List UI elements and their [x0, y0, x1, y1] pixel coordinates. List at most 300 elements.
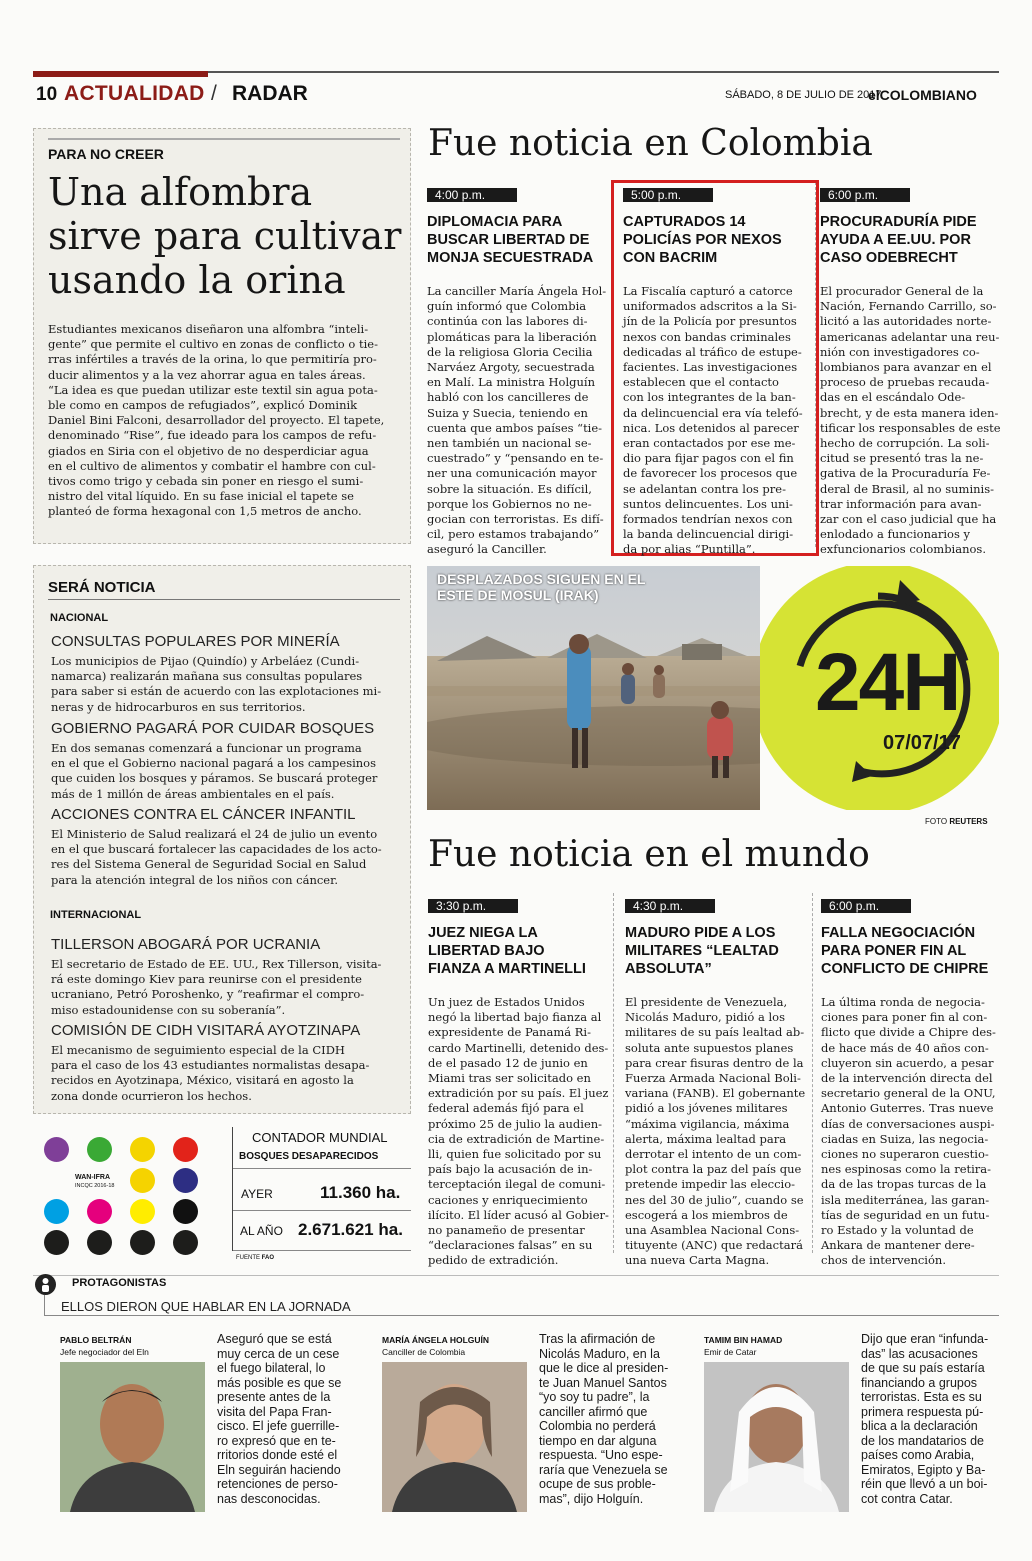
contador-rule	[233, 1250, 411, 1251]
body-line: Antonio Guterres. Tras nueve	[821, 1101, 994, 1116]
body-line: facientes. Las investigaciones	[623, 360, 798, 375]
body-line: para saber si están de acuerdo con las explotaciones mi-	[51, 684, 382, 699]
headline-line: CONFLICTO DE CHIPRE	[821, 961, 989, 977]
contador-ayer-label: AYER	[241, 1187, 273, 1201]
body-line: Estudiantes mexicanos diseñaron una alfombra “inteli-	[48, 322, 369, 336]
color-swatch	[130, 1137, 155, 1162]
newspaper-brand: elCOLOMBIANO	[868, 87, 977, 103]
body-line: trar información para avan-	[820, 496, 982, 511]
headline-line: FALLA NEGOCIACIÓN	[821, 925, 976, 941]
sera-item-title: CONSULTAS POPULARES POR MINERÍA	[51, 633, 340, 650]
para-no-creer-kicker: PARA NO CREER	[48, 146, 164, 162]
headline-line: PROCURADURÍA PIDE	[820, 214, 977, 230]
headline-line: CAPTURADOS 14	[623, 214, 746, 230]
color-swatch	[87, 1230, 112, 1255]
sera-item-title: TILLERSON ABOGARÁ POR UCRANIA	[51, 936, 321, 953]
section-separator: /	[211, 82, 217, 105]
photo-caption	[437, 571, 645, 603]
body-line: nión con investigadores co-	[820, 344, 980, 359]
body-line: da por alias “Puntilla”.	[623, 542, 756, 557]
body-line: El procurador General de la	[820, 284, 984, 298]
credit-agency: REUTERS	[949, 817, 988, 826]
mundo-section-title: Fue noticia en el mundo	[428, 834, 870, 875]
quote-line: retenciones de perso-	[217, 1477, 338, 1491]
body-line: ble como en campos de refugiados”, explicó Dominik	[48, 398, 358, 413]
headline-line: FIANZA A MARTINELLI	[428, 961, 586, 977]
body-line: escogerá a los miembros de	[625, 1207, 788, 1222]
headline-line: MADURO PIDE A LOS	[625, 925, 776, 941]
sera-noticia-title: SERÁ NOTICIA	[48, 579, 156, 596]
quote-line: respuesta. “Uno espe-	[539, 1448, 663, 1462]
headline-line: LIBERTAD BAJO	[428, 943, 545, 959]
body-line: aseguró la Canciller.	[427, 542, 547, 557]
kicker-rule	[48, 138, 400, 140]
body-line: plot contra la paz del país que	[625, 1162, 802, 1177]
sera-item-body	[51, 957, 401, 1018]
body-line: pretende impedir las eleccio-	[625, 1177, 796, 1192]
print-color-control-strip	[36, 1131, 221, 1255]
body-line: próximo 25 de julio la audien-	[428, 1116, 603, 1131]
body-line: secretario general de la ONU,	[821, 1086, 996, 1101]
contador-ano-value: 2.671.621 ha.	[298, 1220, 403, 1239]
headline-line: usando la orina	[48, 258, 346, 302]
color-swatch	[130, 1199, 155, 1224]
quote-line: países como Arabia,	[861, 1448, 975, 1462]
body-line: pedido de extradición.	[428, 1253, 559, 1268]
body-line: La última ronda de negocia-	[821, 995, 985, 1009]
body-line: la banda delincuencial dirigi-	[623, 527, 794, 542]
protagonist-role: Emir de Catar	[704, 1347, 757, 1357]
body-line: tivos como trigo y cebada sin poner en riesgo el sumi-	[48, 474, 364, 489]
quote-line: Colombia no perderá	[539, 1419, 656, 1433]
para-no-creer-headline	[48, 170, 408, 302]
quote-line: ocupe de sus proble-	[539, 1477, 656, 1491]
body-line: caciones y enriquecimiento	[428, 1192, 588, 1207]
quote-line: presente antes de la	[217, 1390, 331, 1404]
body-line: miso estadounidense con su soberanía”.	[51, 1002, 286, 1017]
body-line: pidió a los jóvenes militares	[625, 1101, 788, 1116]
time-label: 4:00 p.m.	[427, 188, 517, 202]
body-line: giados en Siria con el objetivo de no desperdiciar agua	[48, 443, 369, 458]
quote-line: blica a la declaración	[861, 1419, 978, 1433]
sera-item-body	[51, 827, 401, 888]
body-line: cil, pero estamos trabajando”	[427, 527, 600, 542]
headline-line: MONJA SECUESTRADA	[427, 250, 594, 266]
body-line: soluta ante supuestos planes	[625, 1040, 794, 1055]
body-line: rá este domingo Kiev para reunirse con el presidente	[51, 972, 362, 987]
body-line: gativa de la Procuraduría Fe-	[820, 466, 991, 481]
headline-line: CON BACRIM	[623, 250, 718, 266]
body-line: de la religiosa Gloria Cecilia	[427, 344, 593, 359]
news-headline	[820, 213, 1000, 267]
body-line: ciadas en Suiza, las negocia-	[821, 1131, 989, 1146]
protagonistas-label: PROTAGONISTAS	[72, 1277, 167, 1289]
body-line: con los integrantes de la ban-	[623, 390, 796, 405]
body-line: recidos en Ayotzinapa, México, visitará en agosto la	[51, 1073, 354, 1088]
body-line: Suiza y Suecia, teniendo en	[427, 405, 588, 420]
body-line: se adelantan contra los pre-	[623, 481, 786, 496]
body-line: cluyeron sin acuerdo, a pesar	[821, 1055, 994, 1070]
body-line: nen también un nacional se-	[427, 436, 592, 451]
protagonist-role: Jefe negociador del Eln	[60, 1347, 149, 1357]
news-body	[625, 995, 805, 1269]
quote-line: das” las acusaciones	[861, 1346, 978, 1361]
body-line: Daniel Bini Falconi, desarrollador del proyecto. El tapete,	[48, 413, 385, 428]
quote-line: el fuego bilateral, lo	[217, 1361, 326, 1375]
color-swatch	[87, 1199, 112, 1224]
body-line: ilícito. El líder acusó al Gobier-	[428, 1207, 609, 1222]
body-line: El mecanismo de seguimiento especial de la CIDH	[51, 1043, 345, 1057]
time-label: 6:00 p.m.	[821, 899, 911, 913]
protagonist-name: TAMIM BIN HAMAD	[704, 1335, 783, 1345]
body-line: proceso de pruebas recauda-	[820, 375, 990, 390]
caption-line: DESPLAZADOS SIGUEN EN EL	[437, 571, 646, 587]
body-line: en el que el Gobierno nacional pagará a los campesinos	[51, 756, 377, 771]
body-line: da de las tropas turcas de la	[821, 1177, 987, 1192]
badge-date: 07/07/17	[883, 732, 961, 754]
sera-item-body	[51, 654, 401, 715]
body-line: cuenta que ambos países “tie-	[427, 420, 603, 435]
body-line: planteó de forma hexagonal con 1,5 metros de ancho.	[48, 504, 362, 519]
body-line: para el caso de los 43 estudiantes normalistas desapa-	[51, 1058, 370, 1073]
news-headline	[625, 924, 805, 978]
contador-source	[236, 1255, 274, 1261]
protagonist-photo	[704, 1362, 849, 1512]
time-label: 5:00 p.m.	[623, 188, 713, 202]
news-headline	[623, 213, 803, 267]
color-swatch	[130, 1168, 155, 1193]
section-color-bar	[33, 71, 208, 77]
body-line: Fuerza Armada Nacional Boli-	[625, 1071, 801, 1086]
body-line: ner una comunicación mayor	[427, 466, 597, 481]
body-line: establecen que el contacto	[623, 375, 779, 390]
body-line: neras y de hidrocarburos en sus territorios.	[51, 699, 306, 714]
body-line: eran contactados por ese me-	[623, 436, 796, 451]
protagonist-name: MARÍA ÁNGELA HOLGUÍN	[382, 1335, 490, 1345]
body-line: hecho de corrupción. La soli-	[820, 436, 990, 451]
colombia-section-title: Fue noticia en Colombia	[428, 123, 873, 164]
body-line: nes del 30 de julio”, cuando se	[625, 1192, 804, 1207]
headline-line: DIPLOMACIA PARA	[427, 214, 563, 230]
news-body	[623, 284, 803, 558]
body-line: terceptación ilegal de comuni-	[428, 1177, 606, 1192]
body-line: Nación, Fernando Carrillo, so-	[820, 299, 997, 314]
protagonist-photo	[60, 1362, 205, 1512]
body-line: ucraniano, Petró Poroshenko, y “reafirmar el compro-	[51, 987, 365, 1002]
source-name: FAO	[261, 1255, 275, 1261]
body-line: Nicolás Maduro, pidió a los	[625, 1010, 786, 1025]
body-line: nistro del vital líquido. En su fase inicial el tapete se	[48, 489, 354, 504]
headline-line: BUSCAR LIBERTAD DE	[427, 232, 590, 248]
quote-line: cisco. El jefe guerrille-	[217, 1419, 340, 1433]
body-line: cardo Martinelli, detenido des-	[428, 1040, 609, 1055]
sera-item-body	[51, 1043, 401, 1104]
body-line: de la intervención directa del	[821, 1071, 993, 1086]
quote-line: muy cerca de un cese	[217, 1346, 340, 1361]
body-line: La Fiscalía capturó a catorce	[623, 284, 793, 298]
quote-line: visita del Papa Fran-	[217, 1404, 332, 1419]
body-line: nes espinosas como la retira-	[821, 1162, 992, 1177]
contador-rule	[233, 1168, 411, 1169]
news-body	[820, 284, 1000, 558]
source-prefix: FUENTE	[236, 1255, 260, 1261]
body-line: tías de seguridad en un futu-	[821, 1207, 990, 1222]
body-line: ciones para poner fin al con-	[821, 1010, 988, 1025]
body-line: gente” que permite el cultivo en zonas de conflicto o tie-	[48, 337, 378, 352]
news-body	[428, 995, 608, 1269]
body-line: lombianos para avanzar en el	[820, 360, 992, 375]
wan-ifra-logo: WAN-IFRA	[75, 1174, 110, 1181]
body-line: continúa con las labores di-	[427, 314, 588, 329]
news-body	[427, 284, 607, 558]
headline-line: MILITARES “LEALTAD	[625, 943, 779, 959]
caption-line: ESTE DE MOSUL (IRAK)	[437, 587, 599, 603]
body-line: “máxima vigilancia, máxima	[625, 1116, 790, 1131]
body-line: uniformados adscritos a la Si-	[623, 299, 797, 314]
quote-line: Nicolás Maduro, en la	[539, 1346, 660, 1361]
headline-line: CASO ODEBRECHT	[820, 250, 958, 266]
quote-line: mas”, dijo Holguín.	[539, 1491, 644, 1506]
body-line: federal además fijó para el	[428, 1101, 584, 1116]
body-line: da delincuencial era vía telefó-	[623, 405, 803, 420]
headline-line: AYUDA A EE.UU. POR	[820, 232, 971, 248]
sera-item-title: GOBIERNO PAGARÁ POR CUIDAR BOSQUES	[51, 720, 375, 737]
body-line: jín de la Policía por presuntos	[623, 314, 797, 329]
time-label: 6:00 p.m.	[820, 188, 910, 202]
body-line: Ankara de mantener dere-	[821, 1238, 975, 1253]
body-line: tituyente (ANC) que redactará	[625, 1238, 803, 1253]
body-line: Narváez Argoty, secuestrada	[427, 360, 595, 375]
sera-item-title: ACCIONES CONTRA EL CÁNCER INFANTIL	[51, 806, 356, 823]
body-line: chos de intervención.	[821, 1253, 946, 1268]
body-line: Un juez de Estados Unidos	[428, 995, 585, 1009]
quote-line: canciller afirmó que	[539, 1404, 648, 1419]
quote-line: réin que llevó a un boi-	[861, 1477, 988, 1491]
quote-line: terroristas. Esta es su	[861, 1390, 982, 1404]
internacional-label: INTERNACIONAL	[50, 909, 142, 921]
body-line: guín informó que Colombia	[427, 299, 587, 314]
section-name: ACTUALIDAD	[64, 82, 205, 105]
nacional-label: NACIONAL	[50, 612, 109, 624]
body-line: rras infértiles a través de la orina, lo que permitiría pro-	[48, 352, 377, 367]
body-line: sobre la situación. Es difícil,	[427, 481, 592, 496]
protagonist-name: PABLO BELTRÁN	[60, 1335, 132, 1345]
contador-subtitle: BOSQUES DESAPARECIDOS	[239, 1151, 379, 1162]
protagonist-quote	[539, 1332, 668, 1506]
body-line: denominado “Rise”, fue ideado para los campos de refu-	[48, 428, 377, 443]
body-line: plomáticas para la liberación	[427, 329, 597, 344]
body-line: americanas adelantar una reu-	[820, 329, 1000, 344]
color-swatch	[173, 1199, 198, 1224]
color-swatch	[44, 1199, 69, 1224]
quote-line: nas desconocidas.	[217, 1491, 321, 1506]
body-line: en el cultivo de alimentos y combatir el hambre con cul-	[48, 458, 376, 473]
body-line: militares de su país lealtad ab-	[625, 1025, 805, 1040]
body-line: tificar los responsables de este	[820, 420, 1001, 435]
body-line: cuestrado” y “pensando en te-	[427, 451, 604, 466]
body-line: de hace más de 40 años con-	[821, 1040, 989, 1055]
body-line: formados tendrían nexos con	[623, 512, 793, 527]
sera-item-title: COMISIÓN DE CIDH VISITARÁ AYOTZINAPA	[51, 1022, 361, 1039]
body-line: una nueva Carta Magna.	[625, 1253, 770, 1268]
body-line: en el que buscará fortalecer las capacidades de los acto-	[51, 842, 382, 857]
body-line: citud se presentó tras la ne-	[820, 451, 984, 466]
quote-line: rritorios donde esté el	[217, 1448, 338, 1462]
photo-credit	[925, 817, 988, 826]
body-line: porque los Gobiernos no ne-	[427, 496, 592, 511]
body-line: para la atención integral de los niños con cáncer.	[51, 872, 338, 887]
column-divider	[812, 893, 813, 1253]
body-line: derrotar el intento de un com-	[625, 1147, 802, 1162]
body-line: en Malí. La ministra Holguín	[427, 375, 595, 390]
body-line: En dos semanas comenzará a funcionar un programa	[51, 741, 362, 755]
body-line: das en el escándalo Ode-	[820, 390, 966, 405]
body-line: El presidente de Venezuela,	[625, 995, 788, 1009]
contador-title: CONTADOR MUNDIAL	[252, 1130, 388, 1145]
news-headline	[821, 924, 1001, 978]
quote-line: Tras la afirmación de	[539, 1332, 656, 1346]
protagonistas-subtitle: ELLOS DIERON QUE HABLAR EN LA JORNADA	[61, 1299, 351, 1314]
color-swatch	[173, 1168, 198, 1193]
quote-line: Eln seguirán haciendo	[217, 1462, 341, 1477]
body-line: nica. Los detenidos al parecer	[623, 420, 799, 435]
body-line: brecht, y de esta manera iden-	[820, 405, 999, 420]
quote-line: “yo soy tu padre”, la	[539, 1390, 650, 1404]
body-line: La canciller María Ángela Hol-	[427, 284, 607, 298]
body-line: ducir alimentos y a la vez ahorrar agua en tales áreas.	[48, 367, 366, 382]
body-line: res del Sistema General de Seguridad Social en Salud	[51, 857, 367, 872]
person-icon	[35, 1274, 56, 1295]
protagonistas-rule	[44, 1315, 999, 1316]
quote-line: cot contra Catar.	[861, 1491, 953, 1506]
news-headline	[427, 213, 607, 267]
quote-line: Dijo que eran “infunda-	[861, 1332, 989, 1346]
quote-line: financiando a grupos	[861, 1375, 978, 1390]
news-headline	[428, 924, 608, 978]
body-line: suntos delincuentes. Los uni-	[623, 496, 793, 511]
body-line: días de conversaciones auspi-	[821, 1116, 995, 1131]
body-line: alerta, máxima lealtad para	[625, 1131, 787, 1146]
protagonist-quote	[217, 1332, 341, 1506]
body-line: dedicadas al tráfico de estupe-	[623, 344, 802, 359]
body-line: de favorecer los procesos que	[623, 466, 798, 481]
body-line: Miami tras ser solicitado en	[428, 1071, 591, 1086]
body-line: cia de extradición de Martine-	[428, 1131, 605, 1146]
body-line: deral de Brasil, al no suminis-	[820, 481, 994, 496]
body-line: zar con el caso judicial que ha	[820, 512, 997, 527]
protagonist-photo	[382, 1362, 527, 1512]
color-swatch	[130, 1230, 155, 1255]
body-line: licitó a las autoridades norte-	[820, 314, 992, 329]
body-line: Los municipios de Pijao (Quindío) y Arbeláez (Cundi-	[51, 654, 360, 668]
body-line: extradición por su país. El juez	[428, 1086, 609, 1101]
headline-line: JUEZ NIEGA LA	[428, 925, 538, 941]
body-line: país bajo la acusación de in-	[428, 1162, 593, 1177]
body-line: zona donde ocurrieron los hechos.	[51, 1088, 252, 1103]
quote-line: más posible es que se	[217, 1375, 342, 1390]
quote-line: Emiratos, Egipto y Ba-	[861, 1462, 986, 1477]
title-rule	[48, 599, 400, 600]
quote-line: tiempo en dar alguna	[539, 1433, 657, 1448]
quote-line: te Juan Manuel Santos	[539, 1375, 667, 1390]
body-line: habló con los cancilleres de	[427, 390, 589, 405]
quote-line: que le dice al presiden-	[539, 1361, 669, 1375]
body-line: ciones no superaron cuestio-	[821, 1147, 989, 1162]
quote-line: Aseguró que se está	[217, 1332, 332, 1346]
body-line: no panameño de presentar	[428, 1223, 585, 1238]
headline-line: Una alfombra	[48, 170, 313, 214]
time-label: 3:30 p.m.	[428, 899, 518, 913]
body-line: isla mediterránea, las garan-	[821, 1192, 990, 1207]
body-line: nexos con bandas criminales	[623, 329, 791, 344]
headline-line: ABSOLUTA”	[625, 961, 712, 977]
contador-ayer-value: 11.360 ha.	[320, 1183, 401, 1202]
headline-line: sirve para cultivar	[48, 214, 402, 258]
body-line: “La idea es que puedan utilizar este textil sin agua pota-	[48, 382, 378, 397]
protagonistas-top-rule	[33, 1275, 999, 1276]
sera-item-body	[51, 741, 401, 802]
badge-24h-text: 24H	[815, 637, 960, 728]
headline-line: POLICÍAS POR NEXOS	[623, 232, 782, 248]
color-swatch	[44, 1137, 69, 1162]
body-line: dio para fijar pagos con el fin	[623, 451, 794, 466]
body-line: ro Estado y la voluntad de	[821, 1223, 974, 1238]
quote-line: de los mandatarios de	[861, 1433, 984, 1448]
wan-ifra-subtext: INCQC 2016-18	[75, 1183, 115, 1189]
protagonist-role: Canciller de Colombia	[382, 1347, 466, 1357]
body-line: negó la libertad bajo fianza al	[428, 1010, 602, 1025]
body-line: una Asamblea Nacional Cons-	[625, 1223, 800, 1238]
body-line: El Ministerio de Salud realizará el 24 de julio un evento	[51, 827, 378, 841]
body-line: de el pasado 12 de junio en	[428, 1055, 588, 1070]
para-no-creer-body	[48, 322, 404, 520]
body-line: gocian con terroristas. Es difí-	[427, 512, 604, 527]
contador-rule	[233, 1210, 411, 1211]
quote-line: primera respuesta pú-	[861, 1404, 984, 1419]
time-label: 4:30 p.m.	[625, 899, 715, 913]
protagonist-quote	[861, 1332, 988, 1506]
column-divider	[613, 893, 614, 1253]
page-number: 10	[36, 84, 58, 105]
body-line: namarca) realizarán mañana sus consultas populares	[51, 669, 363, 684]
body-line: expresidente de Panamá Ri-	[428, 1025, 591, 1040]
body-line: exfuncionarios colombianos.	[820, 542, 986, 557]
subsection-name: RADAR	[232, 82, 308, 105]
body-line: lli, quien fue solicitado por su	[428, 1147, 602, 1162]
body-line: “declaraciones falsas” en su	[428, 1238, 593, 1253]
contador-ano-label: AL AÑO	[240, 1224, 283, 1238]
credit-prefix: FOTO	[925, 817, 948, 826]
body-line: para crear fisuras dentro de la	[625, 1055, 804, 1070]
color-swatch	[173, 1137, 198, 1162]
headline-line: PARA PONER FIN AL	[821, 943, 967, 959]
body-line: enlodado a funcionarios y	[820, 527, 971, 542]
body-line: más de 1 millón de áreas ambientales en el país.	[51, 786, 335, 801]
protagonistas-bracket	[44, 1295, 45, 1315]
news-body	[821, 995, 1001, 1269]
body-line: El secretario de Estado de EE. UU., Rex Tillerson, visita-	[51, 957, 382, 971]
body-line: flicto que divide a Chipre des-	[821, 1025, 996, 1040]
body-line: que cuiden los bosques y páramos. Se buscará proteger	[51, 771, 378, 786]
color-swatch	[87, 1137, 112, 1162]
color-swatch	[44, 1230, 69, 1255]
quote-line: ro expresó que en te-	[217, 1433, 336, 1448]
quote-line: raría que Venezuela se	[539, 1462, 668, 1477]
body-line: variana (FANB). El gobernante	[625, 1086, 806, 1101]
quote-line: de que su país estaría	[861, 1361, 985, 1375]
issue-date: SÁBADO, 8 DE JULIO DE 2017	[725, 89, 882, 101]
color-swatch	[173, 1230, 198, 1255]
